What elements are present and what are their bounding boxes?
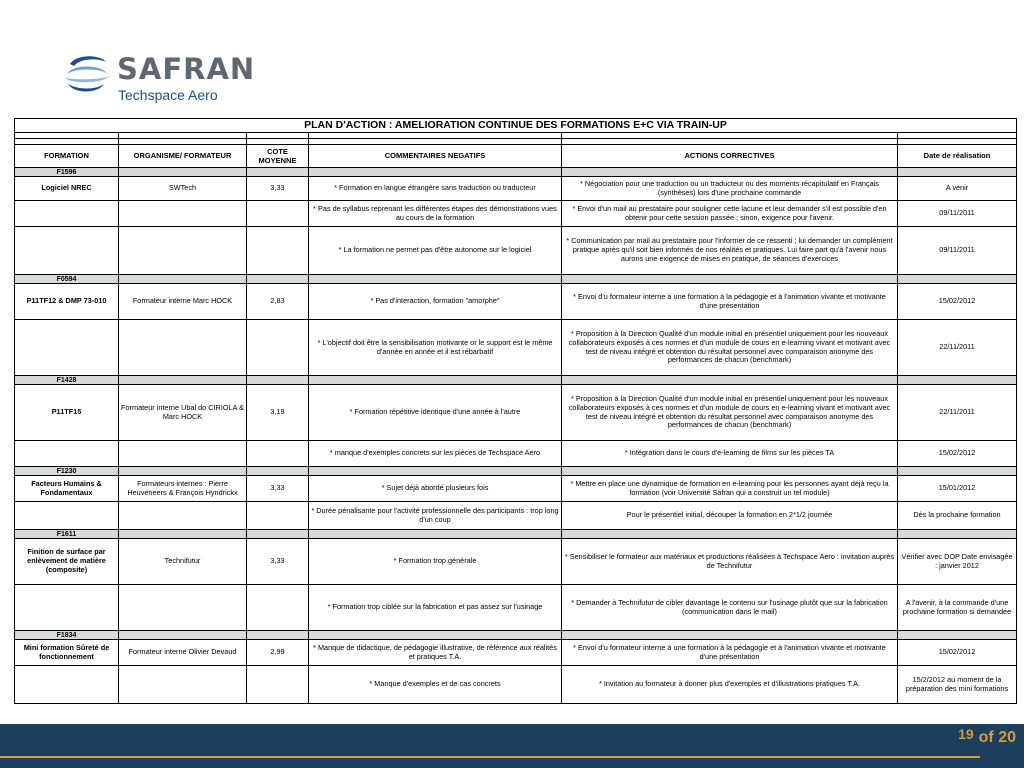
cell-comment: * Sujet déjà abordé plusieurs fois [309, 476, 562, 502]
action-plan-body [15, 119, 1017, 704]
cell-cote: 3,33 [247, 476, 309, 502]
cell-formation [15, 227, 119, 275]
cell-action: * Communication par mail au prestataire pour l'informer de ce ressenti ; lui demander un complément pratique après qu'il soit bien informés de nos réalités et pratiques. Lui faire part qu'à l'avenir nous aurons une exigence de mises en pratique, de séances d'exercices [562, 227, 898, 275]
cell-organisme [119, 666, 247, 704]
page-current: 19 [958, 726, 974, 742]
table-row [15, 476, 1017, 502]
cell-organisme [119, 227, 247, 275]
cell-organisme: SWTech [119, 177, 247, 201]
header-cote: COTE MOYENNE [247, 145, 309, 168]
cell-date: Dès la prochaine formation [898, 502, 1017, 530]
section-code: F1428 [15, 376, 119, 385]
cell-comment: * Formation répétitive identique d'une année à l'autre [309, 385, 562, 441]
cell-cote: 3,19 [247, 385, 309, 441]
cell-formation [15, 502, 119, 530]
cell-cote: 2,83 [247, 284, 309, 320]
cell-date: 15/02/2012 [898, 640, 1017, 666]
section-code: F1611 [15, 530, 119, 539]
table-row [15, 666, 1017, 704]
section-code: F1834 [15, 631, 119, 640]
cell-date: 09/11/2011 [898, 227, 1017, 275]
cell-formation [15, 201, 119, 227]
cell-formation: Finition de surface par enlèvement de matière (composite) [15, 539, 119, 585]
section-row [15, 631, 1017, 640]
table-title-row [15, 119, 1017, 133]
table-title: PLAN D'ACTION : AMELIORATION CONTINUE DES FORMATIONS E+C VIA TRAIN-UP [15, 119, 1017, 133]
cell-action: * Mettre en place une dynamique de formation en e-learning pour les personnes ayant déjà reçu la formation (voir Université Safran qui a construit un tel module) [562, 476, 898, 502]
cell-comment: * Formation trop générale [309, 539, 562, 585]
cell-action: * Sensibiliser le formateur aux matériaux et productions réalisées à Techspace Aero : invitation auprès de Technifutur [562, 539, 898, 585]
cell-action: * Proposition à la Direction Qualité d'un module initial en présentiel uniquement pour les nouveaux collaborateurs exposés à ces normes et d'un module de cours en e-learning vivant et motivant avec test de niveau intégré et obtention du résultat personnel avec comparaison anonyme des performances de chacun (benchmark) [562, 385, 898, 441]
cell-date: 09/11/2011 [898, 201, 1017, 227]
header-actions: ACTIONS CORRECTIVES [562, 145, 898, 168]
cell-cote [247, 320, 309, 376]
page-total: of 20 [978, 729, 1016, 746]
table-row [15, 385, 1017, 441]
cell-action: * Invitation au formateur à donner plus d'exemples et d'illustrations pratiques T.A. [562, 666, 898, 704]
cell-organisme [119, 320, 247, 376]
table-row [15, 177, 1017, 201]
cell-comment: * Formation trop ciblée sur la fabrication et pas assez sur l'usinage [309, 585, 562, 631]
cell-formation [15, 320, 119, 376]
cell-cote [247, 585, 309, 631]
table-row [15, 640, 1017, 666]
cell-formation [15, 441, 119, 467]
cell-action: * Négociation pour une traduction ou un traducteur ou des moments récapitulatif en Français (synthèses) lors d'une prochaine commande [562, 177, 898, 201]
cell-comment: * Pas d'interaction, formation "amorphe" [309, 284, 562, 320]
action-plan-table [14, 118, 1017, 704]
logo-subtitle: Techspace Aero [118, 87, 218, 103]
cell-date: A venir [898, 177, 1017, 201]
table-row [15, 320, 1017, 376]
cell-date: 15/01/2012 [898, 476, 1017, 502]
table-row [15, 201, 1017, 227]
cell-date: 22/11/2011 [898, 320, 1017, 376]
section-row [15, 530, 1017, 539]
table-row [15, 539, 1017, 585]
cell-formation: Logiciel NREC [15, 177, 119, 201]
header-date: Date de réalisation [898, 145, 1017, 168]
cell-organisme [119, 502, 247, 530]
cell-date: 22/11/2011 [898, 385, 1017, 441]
section-code: F1230 [15, 467, 119, 476]
cell-action: * Intégration dans le cours d'e-learning de films sur les pièces TA [562, 441, 898, 467]
cell-comment: * Durée pénalisante pour l'activité professionnelle des participants : trop long d'un coup [309, 502, 562, 530]
cell-cote: 3,33 [247, 177, 309, 201]
cell-cote [247, 666, 309, 704]
cell-action: * Envoi d'un mail au prestataire pour souligner cette lacune et leur demander s'il est possible d'en obtenir pour cette session passée ; sinon, exigence pour l'avenir. [562, 201, 898, 227]
page-number [958, 726, 1016, 747]
cell-date: 15/02/2012 [898, 441, 1017, 467]
cell-action: * Proposition à la Direction Qualité d'un module initial en présentiel uniquement pour les nouveaux collaborateurs exposés à ces normes et d'un module de cours en e-learning vivant et motivant avec test de niveau intégré et obtention du résultat personnel avec comparaison anonyme des performances de chacun (benchmark) [562, 320, 898, 376]
cell-date: A l'avenir, à la commande d'une prochaine formation si demandée [898, 585, 1017, 631]
table-row [15, 284, 1017, 320]
cell-action: * Envoi d'u formateur interne à une formation à la pédagogie et à l'animation vivante et motivante d'une présentation [562, 284, 898, 320]
cell-action: * Envoi d'u formateur interne à une formation à la pédagogie et à l'animation vivante et motivante d'une présentation [562, 640, 898, 666]
cell-organisme [119, 585, 247, 631]
cell-organisme: Formateur interne Marc HOCK [119, 284, 247, 320]
cell-organisme [119, 441, 247, 467]
table-row [15, 502, 1017, 530]
table-row [15, 227, 1017, 275]
cell-action: Pour le présentiel initial, découper la formation en 2*1/2 journée [562, 502, 898, 530]
cell-organisme: Technifutur [119, 539, 247, 585]
header-formation: FORMATION [15, 145, 119, 168]
cell-comment: * manque d'exemples concrets sur les pièces de Techspace Aero [309, 441, 562, 467]
cell-cote [247, 502, 309, 530]
cell-comment: * Manque de didactique, de pédagogie illustrative, de référence aux réalités et pratiques T.A. [309, 640, 562, 666]
section-row [15, 376, 1017, 385]
cell-comment: * Manque d'exemples et de cas concrets [309, 666, 562, 704]
cell-organisme: Formateur interne Ubal do CIRIOLA & Marc HOCK [119, 385, 247, 441]
cell-comment: * L'objectif doit être la sensibilisation motivante or le support est le même d'année en année et il est rébarbatif [309, 320, 562, 376]
footer-bar [0, 724, 1024, 768]
cell-date: 15/02/2012 [898, 284, 1017, 320]
section-row [15, 467, 1017, 476]
cell-organisme: Formateurs internes : Pierre Heuveneers & François Hyndrickx [119, 476, 247, 502]
section-code: F0594 [15, 275, 119, 284]
cell-formation [15, 585, 119, 631]
cell-formation: Mini formation Sûreté de fonctionnement [15, 640, 119, 666]
cell-date: Vérifier avec DOP Date envisagée : janvier 2012 [898, 539, 1017, 585]
safran-swirl-icon [62, 50, 112, 98]
footer-accent-line [0, 756, 980, 758]
cell-cote [247, 227, 309, 275]
section-row [15, 275, 1017, 284]
cell-cote [247, 441, 309, 467]
table-row [15, 441, 1017, 467]
cell-organisme: Formateur interne Olivier Devaud [119, 640, 247, 666]
safran-logo [62, 50, 292, 106]
table-header-row [15, 145, 1017, 168]
cell-formation: P11TF15 [15, 385, 119, 441]
table-row [15, 585, 1017, 631]
cell-cote: 3,33 [247, 539, 309, 585]
cell-cote: 2,99 [247, 640, 309, 666]
section-code: F1596 [15, 168, 119, 177]
cell-action: * Demander à Technifutur de cibler davantage le contenu sur l'usinage plutôt que sur la fabrication (communication dans le mail) [562, 585, 898, 631]
header-commentaires: COMMENTAIRES NEGATIFS [309, 145, 562, 168]
cell-comment: * Pas de syllabus reprenant les différentes étapes des démonstrations vues au cours de la formation [309, 201, 562, 227]
cell-cote [247, 201, 309, 227]
section-row [15, 168, 1017, 177]
cell-comment: * La formation ne permet pas d'être autonome sur le logiciel [309, 227, 562, 275]
header-organisme: ORGANISME/ FORMATEUR [119, 145, 247, 168]
cell-formation [15, 666, 119, 704]
cell-comment: * Formation en langue étrangère sans traduction ou traducteur [309, 177, 562, 201]
cell-organisme [119, 201, 247, 227]
cell-date: 15/2/2012 au moment de la préparation des mini formations [898, 666, 1017, 704]
cell-formation: P11TF12 & DMP 73-010 [15, 284, 119, 320]
logo-brand: SAFRAN [117, 52, 256, 86]
cell-formation: Facteurs Humains & Fondamentaux [15, 476, 119, 502]
